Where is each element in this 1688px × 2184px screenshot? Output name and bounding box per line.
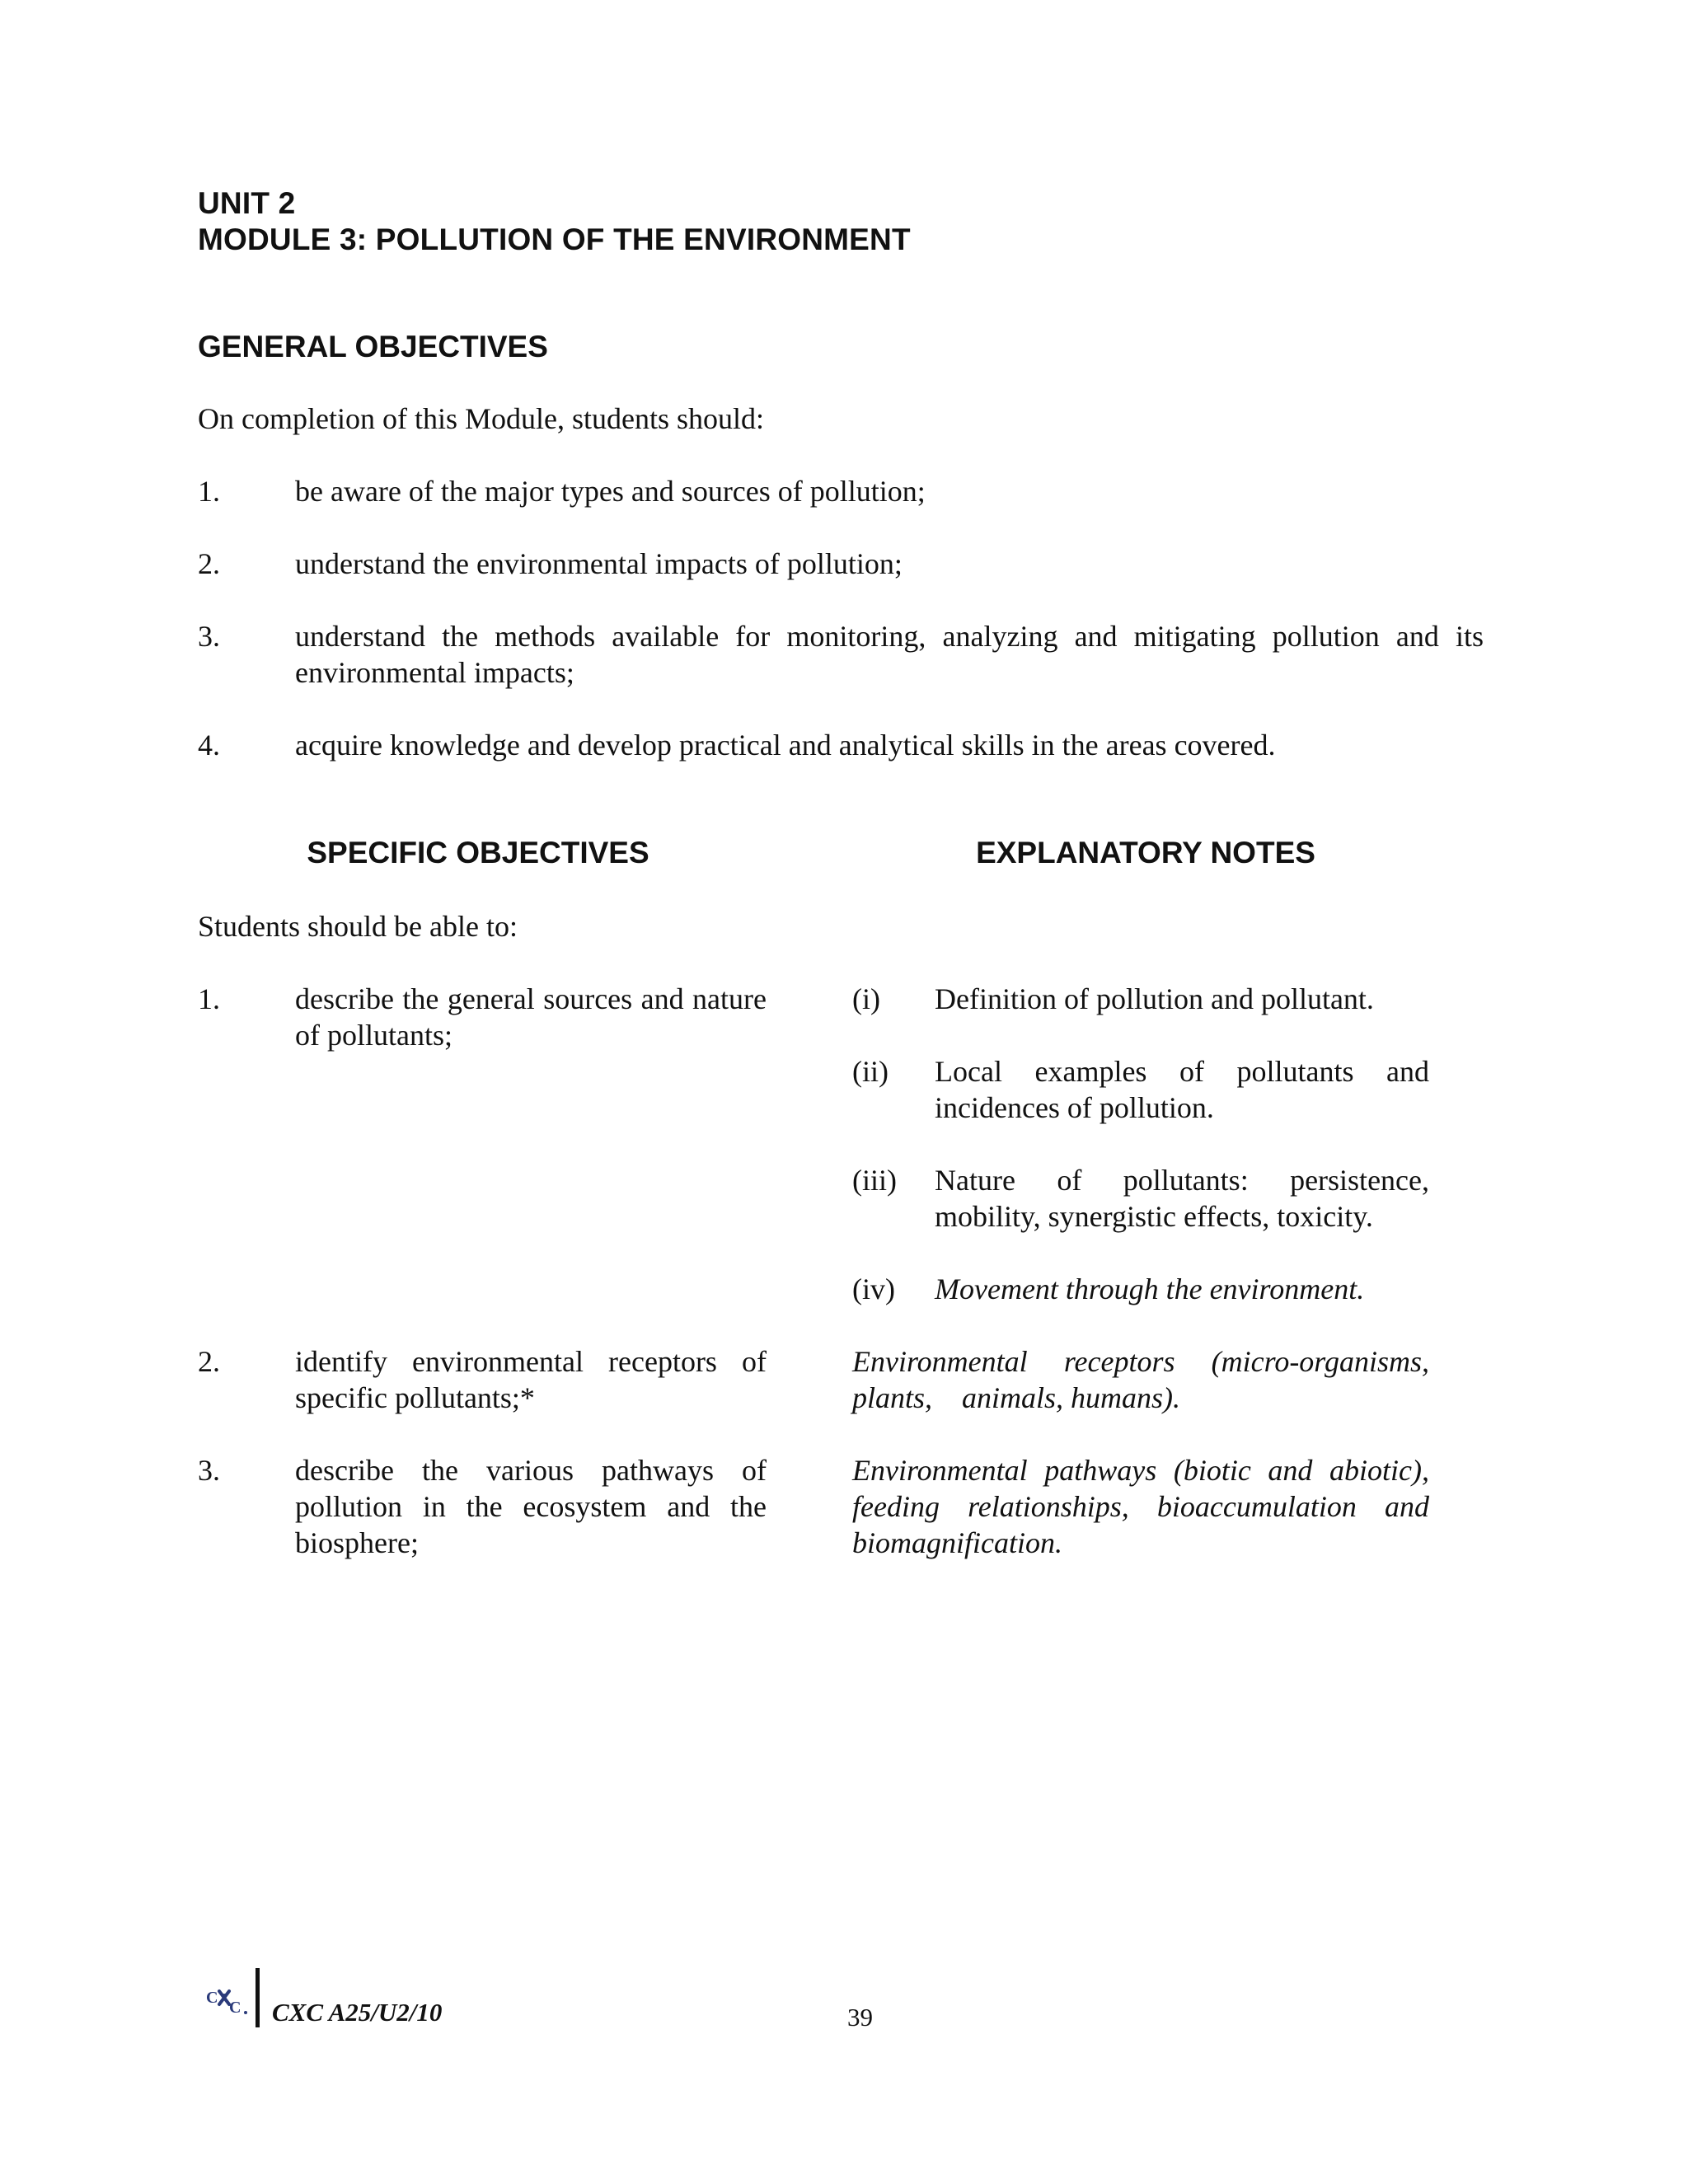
general-objective-item [198, 546, 1484, 582]
note-number: (ii) [852, 1055, 889, 1088]
svg-text:C: C [206, 1989, 218, 2007]
explanatory-note-receptors: Environmental receptors (micro-organisms, plants, animals, humans). [852, 1345, 1437, 1414]
explanatory-note-item [852, 1271, 1429, 1307]
specific-objective-item [198, 981, 767, 1053]
specific-objectives-intro: Students should be able to: [198, 910, 518, 943]
explanatory-note-item [852, 981, 1429, 1017]
list-number: 2. [198, 1345, 220, 1378]
explanatory-note-pathways: Environmental pathways (biotic and abiotic), feeding relationships, bioaccumulation and biomagnification. [852, 1454, 1429, 1559]
specific-objective-item [198, 1343, 767, 1416]
footer-divider [256, 1968, 260, 2027]
list-text: describe the general sources and nature of pollutants; [295, 982, 767, 1052]
page-number: 39 [847, 2003, 873, 2032]
list-number: 3. [198, 620, 220, 653]
list-number: 1. [198, 475, 220, 508]
list-text: acquire knowledge and develop practical and analytical skills in the areas covered. [295, 729, 1276, 762]
unit-title: UNIT 2 [198, 186, 296, 220]
general-objective-item [198, 618, 1484, 691]
list-number: 2. [198, 547, 220, 580]
note-number: (iii) [852, 1164, 897, 1197]
list-text: understand the methods available for monitoring, analyzing and mitigating pollution and its environmental impacts; [295, 620, 1484, 689]
module-title: MODULE 3: POLLUTION OF THE ENVIRONMENT [198, 223, 911, 256]
svg-text:C: C [229, 1999, 241, 2017]
specific-objective-item [198, 1452, 767, 1561]
cxc-logo-icon [204, 1985, 252, 2018]
document-code: CXC A25/U2/10 [272, 1998, 443, 2027]
explanatory-notes-heading: EXPLANATORY NOTES [976, 836, 1315, 869]
note-text: Movement through the environment. [935, 1272, 1365, 1305]
note-number: (i) [852, 982, 880, 1015]
list-text: describe the various pathways of pollution in the ecosystem and the biosphere; [295, 1454, 767, 1559]
list-number: 1. [198, 982, 220, 1015]
note-text: Definition of pollution and pollutant. [935, 982, 1374, 1015]
general-objective-item [198, 727, 1484, 763]
note-text: Nature of pollutants: persistence, mobility, synergistic effects, toxicity. [935, 1164, 1429, 1233]
note-number: (iv) [852, 1272, 895, 1305]
list-number: 4. [198, 729, 220, 762]
list-text: understand the environmental impacts of pollution; [295, 547, 903, 580]
general-objectives-intro: On completion of this Module, students should: [198, 402, 764, 435]
general-objectives-heading: GENERAL OBJECTIVES [198, 330, 548, 363]
general-objective-item [198, 473, 1484, 509]
list-text: be aware of the major types and sources of pollution; [295, 475, 926, 508]
explanatory-note-item [852, 1162, 1429, 1235]
list-number: 3. [198, 1454, 220, 1487]
explanatory-note-item [852, 1053, 1429, 1126]
note-text: Local examples of pollutants and incidences of pollution. [935, 1055, 1429, 1124]
specific-objectives-heading: SPECIFIC OBJECTIVES [307, 836, 649, 869]
list-text: identify environmental receptors of specific pollutants;* [295, 1345, 767, 1414]
